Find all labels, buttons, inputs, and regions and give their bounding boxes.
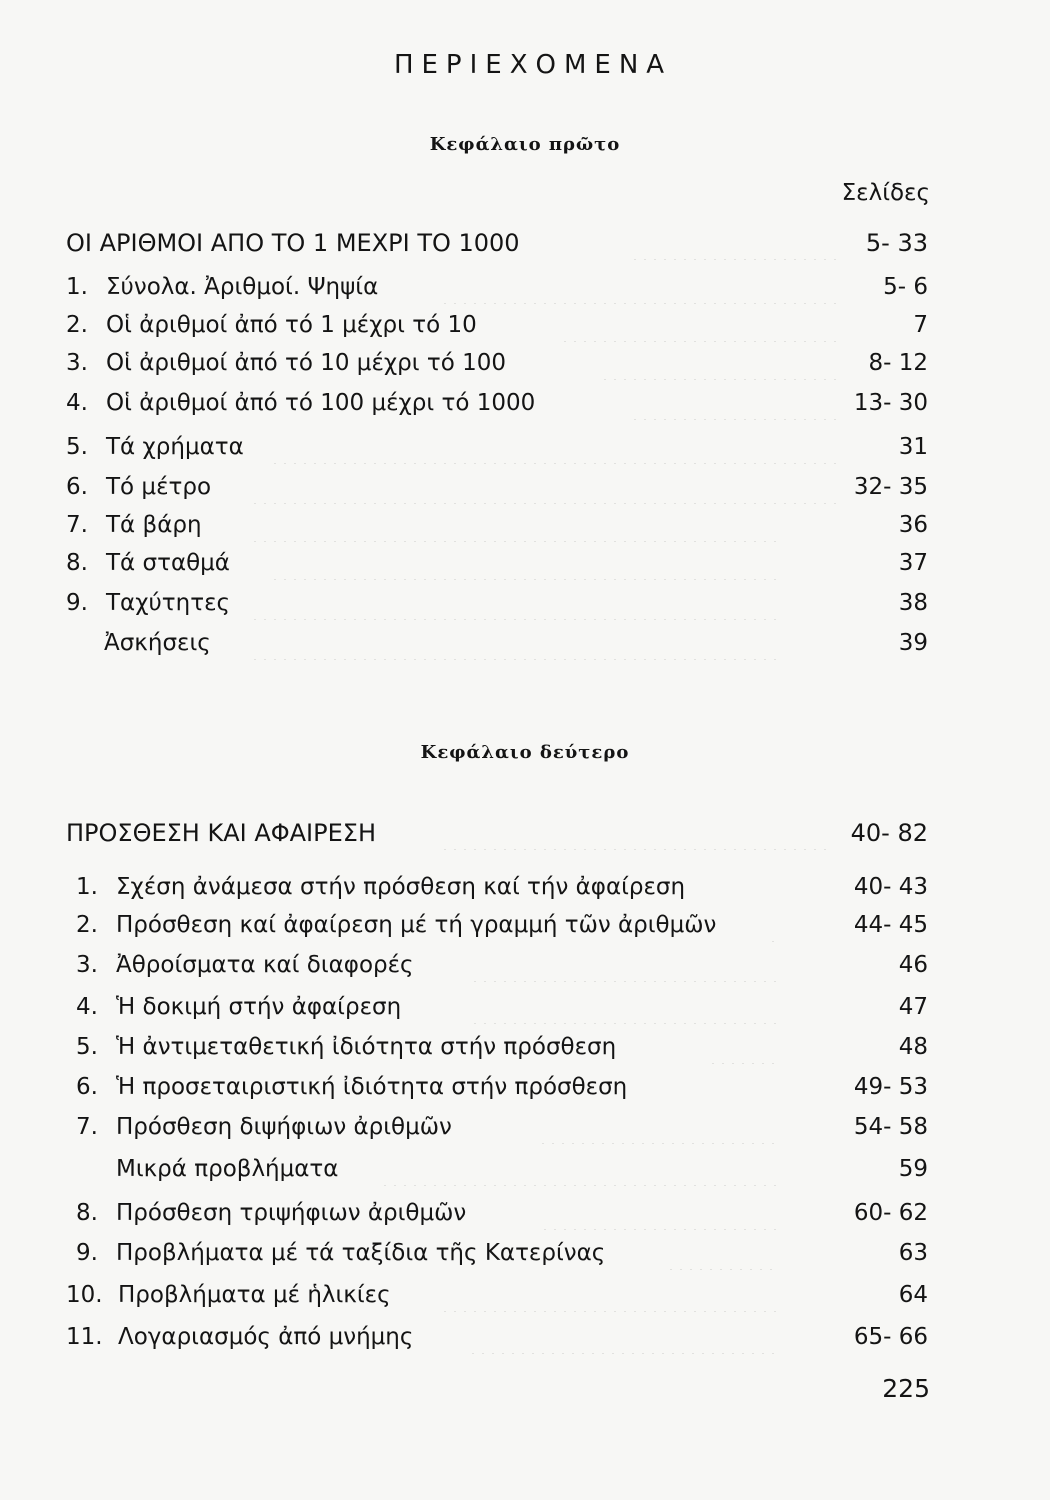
page-range: 60- 62: [853, 1200, 928, 1226]
entry-title: Ἀθροίσματα καί διαφορές: [116, 952, 414, 978]
toc-entry: [0, 1152, 1050, 1186]
page-range: 38: [898, 590, 928, 616]
entry-number: 9.: [66, 590, 88, 616]
entry-number: 5.: [76, 1034, 98, 1060]
page-range: 65- 66: [853, 1324, 928, 1350]
entry-title: Οἱ ἀριθμοί ἀπό τό 1 μέχρι τό 10: [106, 312, 477, 338]
toc-entry: [0, 626, 1050, 660]
entry-title: Ἡ δοκιμή στήν ἀφαίρεση: [116, 994, 402, 1020]
toc-entry: [0, 508, 1050, 542]
entry-number: 2.: [66, 312, 88, 338]
toc-entry: [0, 1236, 1050, 1270]
leader-dots: [666, 1236, 780, 1270]
leader-dots: [468, 1320, 780, 1354]
toc-entry: [0, 1110, 1050, 1144]
leader-dots: [560, 308, 840, 342]
entry-number: 6.: [76, 1074, 98, 1100]
page-range: 59: [898, 1156, 928, 1182]
leader-dots: [250, 626, 780, 660]
leader-dots: [540, 1196, 780, 1230]
entry-title: Πρόσθεση τριψήφιων ἀριθμῶν: [116, 1200, 467, 1226]
toc-entry: [0, 346, 1050, 380]
leader-dots: [250, 470, 840, 504]
page-range: 31: [898, 434, 928, 460]
leader-dots: [470, 948, 780, 982]
leader-dots: [708, 1030, 780, 1064]
entry-title: Ἡ προσεταιριστική ἰδιότητα στήν πρόσθεση: [116, 1074, 628, 1100]
toc-entry: [0, 1070, 1050, 1104]
entry-title: Προβλήματα μέ ἡλικίες: [118, 1282, 391, 1308]
page-range: 47: [898, 994, 928, 1020]
entry-number: 7.: [76, 1114, 98, 1140]
page-range: 32- 35: [853, 474, 928, 500]
leader-dots: [600, 346, 840, 380]
chapter-title: ΠΡΟΣΘΕΣΗ ΚΑΙ ΑΦΑΙΡΕΣΗ: [66, 819, 376, 847]
entry-number: 7.: [66, 512, 88, 538]
page-range: 37: [898, 550, 928, 576]
leader-dots: [250, 508, 780, 542]
leader-dots: [630, 386, 840, 420]
leader-dots: [440, 270, 840, 304]
chapter-heading: Κεφάλαιο δεύτερο: [420, 742, 630, 763]
page-range: 48: [898, 1034, 928, 1060]
entry-title: Σχέση ἀνάμεσα στήν πρόσθεση καί τήν ἀφαίρεση: [116, 874, 686, 900]
entry-number: 8.: [66, 550, 88, 576]
entry-title: Σύνολα. Ἀριθμοί. Ψηψία: [106, 274, 379, 300]
toc-entry: [0, 386, 1050, 420]
entry-number: 2.: [76, 912, 98, 938]
entry-number: 6.: [66, 474, 88, 500]
leader-dots: [270, 546, 780, 580]
leader-dots: [538, 1110, 778, 1144]
entry-number: 3.: [66, 350, 88, 376]
entry-number: 10.: [66, 1282, 103, 1308]
chapter-heading: Κεφάλαιο πρῶτο: [429, 134, 621, 155]
page-range: 46: [898, 952, 928, 978]
chapter-title: ΟΙ ΑΡΙΘΜΟΙ ΑΠΟ ΤΟ 1 ΜΕΧΡΙ ΤΟ 1000: [66, 229, 520, 257]
entry-title: Πρόσθεση διψήφιων ἀριθμῶν: [116, 1114, 452, 1140]
page-range: 63: [898, 1240, 928, 1266]
entry-number: 11.: [66, 1324, 103, 1350]
page-range: 5- 6: [883, 274, 928, 300]
entry-title: Οἱ ἀριθμοί ἀπό τό 100 μέχρι τό 1000: [106, 390, 536, 416]
leader-dots: [470, 990, 780, 1024]
toc-entry: [0, 1030, 1050, 1064]
pages-column-label: Σελίδες: [841, 180, 930, 206]
chapter-title-row: [0, 816, 1050, 850]
page-range: 40- 43: [853, 874, 928, 900]
leader-dots: [768, 908, 780, 942]
toc-entry: [0, 470, 1050, 504]
entry-title: Τά σταθμά: [106, 550, 230, 576]
leader-dots: [440, 1278, 780, 1312]
entry-title: Ταχύτητες: [106, 590, 231, 616]
page-range: 54- 58: [853, 1114, 928, 1140]
toc-entry: [0, 586, 1050, 620]
toc-entry: [0, 270, 1050, 304]
entry-title: Τό μέτρο: [106, 474, 212, 500]
page-range: 8- 12: [868, 350, 928, 376]
leader-dots: [440, 816, 830, 850]
page-range: 36: [898, 512, 928, 538]
entry-number: 4.: [66, 390, 88, 416]
entry-title: Ἀσκήσεις: [104, 630, 211, 656]
entry-number: 1.: [76, 874, 98, 900]
page-range: 44- 45: [853, 912, 928, 938]
leader-dots: [630, 226, 840, 260]
leader-dots: [250, 586, 780, 620]
toc-entry: [0, 546, 1050, 580]
toc-entry: [0, 990, 1050, 1024]
toc-entry: [0, 430, 1050, 464]
toc-entry: [0, 1196, 1050, 1230]
entry-title: Ἡ ἀντιμεταθετική ἰδιότητα στήν πρόσθεση: [116, 1034, 617, 1060]
toc-entry: [0, 870, 1050, 904]
leader-dots: [270, 430, 840, 464]
entry-number: 4.: [76, 994, 98, 1020]
toc-entry: [0, 908, 1050, 942]
chapter-title-row: [0, 226, 1050, 260]
entry-title: Τά χρήματα: [106, 434, 244, 460]
page-range: 5- 33: [865, 229, 928, 257]
entry-title: Λογαριασμός ἀπό μνήμης: [118, 1324, 414, 1350]
entry-title: Πρόσθεση καί ἀφαίρεση μέ τή γραμμή τῶν ἀριθμῶν: [116, 912, 717, 938]
page-range: 40- 82: [850, 819, 928, 847]
page-title: ΠΕΡΙΕΧΟΜΕΝΑ: [393, 50, 673, 80]
entry-number: 1.: [66, 274, 88, 300]
page-range: 49- 53: [853, 1074, 928, 1100]
toc-entry: [0, 308, 1050, 342]
toc-entry: [0, 948, 1050, 982]
entry-title: Προβλήματα μέ τά ταξίδια τῆς Κατερίνας: [116, 1240, 606, 1266]
page-range: 13- 30: [853, 390, 928, 416]
page-range: 7: [913, 312, 928, 338]
entry-title: Τά βάρη: [106, 512, 202, 538]
entry-number: 8.: [76, 1200, 98, 1226]
entry-number: 5.: [66, 434, 88, 460]
entry-title: Μικρά προβλήματα: [116, 1156, 339, 1182]
entry-number: 9.: [76, 1240, 98, 1266]
toc-entry: [0, 1278, 1050, 1312]
toc-entry: [0, 1320, 1050, 1354]
leader-dots: [380, 1152, 780, 1186]
entry-number: 3.: [76, 952, 98, 978]
page-range: 64: [898, 1282, 928, 1308]
page-range: 39: [898, 630, 928, 656]
entry-title: Οἱ ἀριθμοί ἀπό τό 10 μέχρι τό 100: [106, 350, 506, 376]
page-number: 225: [882, 1374, 930, 1403]
